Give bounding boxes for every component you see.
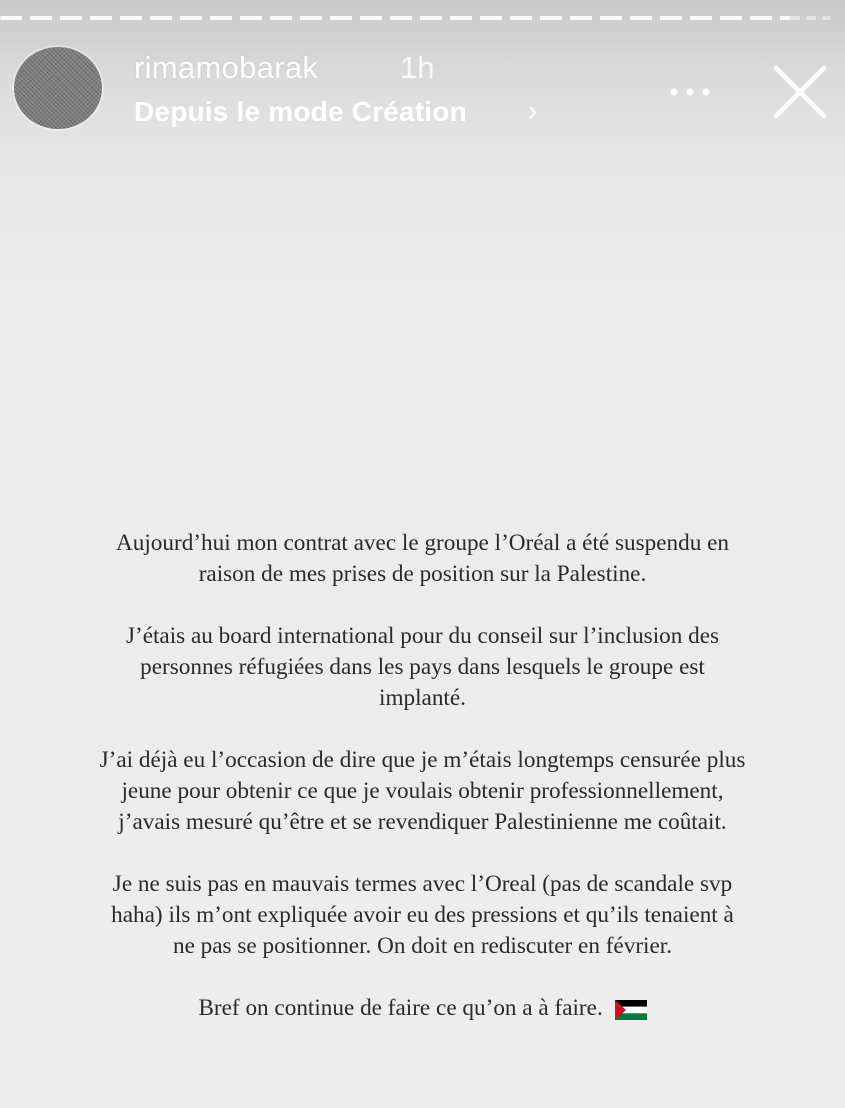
story-progress-bar — [0, 16, 790, 20]
story-line: J’ai déjà eu l’occasion de dire que je m’étais longtemps censurée plus — [99, 747, 746, 773]
story-line: ne pas se positionner. On doit en rediscuter en février. — [172, 933, 673, 959]
story-line: raison de mes prises de position sur la Palestine. — [198, 561, 647, 587]
story-line: jeune pour obtenir ce que je voulais obtenir professionnellement, — [121, 778, 724, 804]
story-paragraph-2 — [0, 621, 845, 714]
story-paragraph-1 — [0, 528, 845, 590]
creation-mode-link[interactable]: Depuis le mode Création — [134, 96, 467, 127]
username[interactable]: rimamobarak — [134, 50, 319, 85]
close-icon[interactable] — [770, 62, 830, 122]
more-dots-icon[interactable] — [664, 72, 720, 112]
story-progress-remaining — [790, 16, 830, 20]
chevron-right-icon[interactable]: › — [528, 95, 538, 126]
story-line: Je ne suis pas en mauvais termes avec l’Oreal (pas de scandale svp — [112, 871, 733, 897]
story-line: j’avais mesuré qu’être et se revendiquer Palestinienne me coûtait. — [118, 809, 727, 835]
story-paragraph-5 — [0, 993, 845, 1024]
story-line-with-flag — [0, 993, 845, 1024]
story-paragraph-3 — [0, 745, 845, 838]
avatar[interactable] — [14, 47, 102, 129]
story-line: J’étais au board international pour du conseil sur l’inclusion des — [125, 623, 720, 649]
story-text — [0, 528, 845, 1024]
palestine-flag-icon — [615, 998, 647, 1018]
story-line: Bref on continue de faire ce qu’on a à faire. — [198, 995, 603, 1021]
story-line: haha) ils m’ont expliquée avoir eu des pressions et qu’ils tenaient à — [111, 902, 734, 928]
story-paragraph-4 — [0, 869, 845, 962]
story-line: implanté. — [379, 685, 466, 711]
story-line: personnes réfugiées dans les pays dans lesquels le groupe est — [140, 654, 705, 680]
post-time: 1h — [400, 50, 435, 85]
story-line: Aujourd’hui mon contrat avec le groupe l’Oréal a été suspendu en — [116, 530, 729, 556]
